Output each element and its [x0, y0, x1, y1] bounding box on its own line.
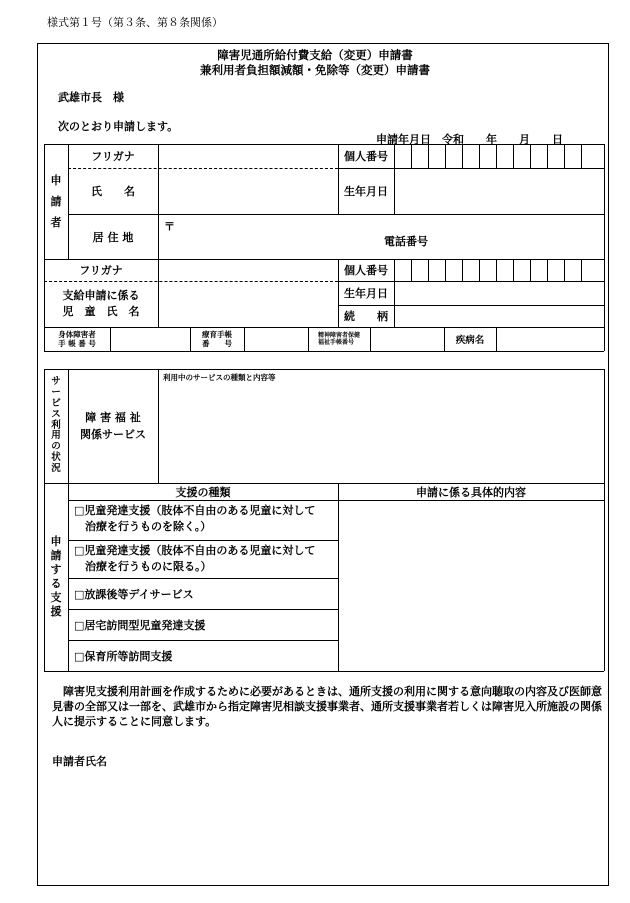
application-date[interactable]: 申請年月日 令和 年 月 日: [376, 133, 563, 146]
mental-health-cert-label: 精神障害者保健 福祉手帳番号: [317, 331, 360, 346]
applicant-phone-field[interactable]: [440, 216, 600, 256]
child-furigana-field[interactable]: [159, 260, 337, 280]
phone-label: 電話番号: [384, 235, 428, 248]
child-name-label: 支給申請に係る 児 童 氏 名: [62, 289, 140, 318]
applicant-address-label: 居 住 地: [92, 230, 134, 244]
support-option-after-school-day-service[interactable]: □放課後等デイサービス: [74, 587, 194, 601]
applicant-signature-label: 申請者氏名: [52, 755, 107, 768]
disease-label: 疾病名: [455, 335, 485, 346]
physical-disability-cert-field[interactable]: [111, 328, 189, 350]
support-option-child-dev-excluding-treatment[interactable]: □児童発達支援（肢体不自由のある児童に対して 治療を行うものを除く。）: [74, 504, 316, 533]
applicant-birthdate-label: 生年月日: [344, 185, 388, 198]
child-furigana-label: フリガナ: [79, 264, 123, 277]
disease-field[interactable]: [497, 328, 603, 350]
applicant-my-number-label: 個人番号: [344, 150, 388, 163]
applicant-name-label: 氏 名: [91, 185, 135, 198]
support-option-home-visit-child-dev[interactable]: □居宅訪問型児童発達支援: [74, 618, 206, 632]
applicant-address-field[interactable]: [176, 216, 376, 256]
rehab-cert-label: 療育手帳 番 号: [202, 330, 232, 348]
addressee: 武雄市長 様: [58, 91, 124, 104]
child-my-number-label: 個人番号: [344, 264, 388, 277]
mental-health-cert-field[interactable]: [371, 328, 443, 350]
child-relationship-field[interactable]: [395, 306, 603, 326]
support-side-label: 申 請 す る 支 援: [50, 535, 62, 618]
welfare-service-category-label: 障 害 福 祉 関係サービス: [80, 411, 146, 441]
applicant-birthdate-field[interactable]: [395, 169, 603, 213]
child-name-field[interactable]: [159, 282, 337, 326]
physical-disability-cert-label: 身体障害者 手 帳 番 号: [58, 330, 96, 348]
applicant-signature-field[interactable]: [120, 748, 420, 772]
child-relationship-label: 続 柄: [344, 310, 388, 323]
support-detail-field[interactable]: [340, 502, 602, 669]
child-my-number-field[interactable]: [395, 260, 603, 280]
service-content-label: 利用中のサービスの種類と内容等: [163, 373, 276, 382]
child-birthdate-field[interactable]: [395, 282, 603, 304]
form-reference: 様式第１号（第３条、第８条関係）: [47, 16, 223, 29]
support-option-nursery-visit[interactable]: □保育所等訪問支援: [74, 649, 173, 663]
form-title-line1: 障害児通所給付費支給（変更）申請書: [217, 48, 413, 62]
postal-mark: 〒: [164, 220, 175, 233]
form-title-line2: 兼利用者負担額減額・免除等（変更）申請書: [200, 63, 430, 77]
applicant-my-number-field[interactable]: [395, 145, 603, 167]
service-usage-side-label: サ ー ビ ス 利 用 の 状 況: [51, 376, 61, 474]
applicant-furigana-field[interactable]: [159, 145, 337, 167]
service-content-field[interactable]: [160, 384, 602, 481]
support-option-child-dev-treatment[interactable]: □児童発達支援（肢体不自由のある児童に対して 治療を行うものに限る。）: [74, 544, 316, 573]
intro-text: 次のとおり申請します。: [58, 120, 179, 133]
applicant-name-field[interactable]: [159, 169, 337, 213]
applicant-furigana-label: フリガナ: [91, 150, 135, 163]
consent-statement: 障害児支援利用計画を作成するために必要があるときは、通所支援の利用に関する意向聴取の内容及び医師意見書の全部又は一部を、武雄市から指定障害児相談支援事業者、通所支援事業者若しくは障害児入所施設の関係人に提示することに同意します。: [52, 685, 602, 728]
applicant-side-label: 申 請 者: [50, 174, 62, 229]
support-detail-header: 申請に係る具体的内容: [416, 485, 526, 499]
rehab-cert-field[interactable]: [245, 328, 307, 350]
support-type-header: 支援の種類: [175, 485, 231, 499]
child-birthdate-label: 生年月日: [344, 287, 388, 300]
